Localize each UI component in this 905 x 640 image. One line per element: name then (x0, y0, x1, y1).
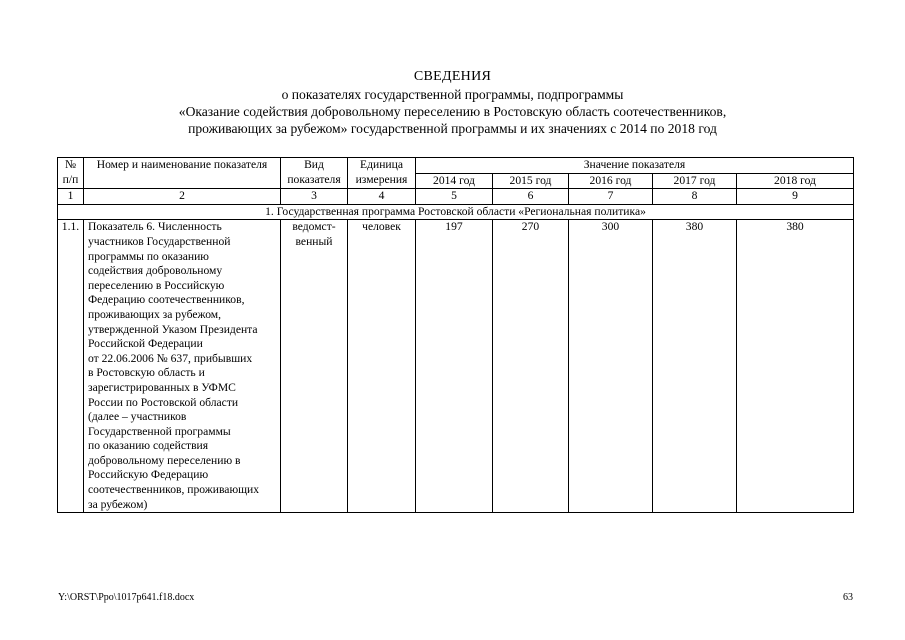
section-row (58, 204, 854, 220)
header-year-2016: 2016 год (569, 173, 653, 189)
row-num: 1.1. (58, 220, 84, 513)
table-row (58, 220, 854, 513)
row-name-line: зарегистрированных в УФМС (88, 380, 236, 394)
row-type-line: венный (295, 234, 333, 248)
col-number-4: 4 (348, 189, 416, 205)
header-row-1 (58, 158, 854, 174)
row-name-line: Федерацию соотечественников, (88, 293, 245, 307)
row-name-line: проживающих за рубежом, (88, 307, 222, 321)
row-name (84, 220, 281, 513)
page-number: 63 (843, 592, 853, 603)
row-value-2015: 270 (493, 220, 569, 513)
header-year-2015: 2015 год (493, 173, 569, 189)
row-name-line: (далее – участников (88, 410, 187, 424)
row-name-line: содействия добровольному (88, 264, 223, 278)
row-name-line: Государственной программы (88, 424, 231, 438)
header-year-2014: 2014 год (416, 173, 493, 189)
section-title: 1. Государственная программа Ростовской области «Региональная политика» (58, 204, 854, 220)
col-number-3: 3 (281, 189, 348, 205)
col-number-7: 7 (569, 189, 653, 205)
file-path: Y:\ORST\Ppo\1017p641.f18.docx (58, 592, 195, 603)
row-name-line: за рубежом) (88, 497, 148, 511)
title-line-1: о показателях государственной программы, подпрограммы (281, 87, 624, 102)
indicators-table (57, 157, 854, 513)
row-name-line: Российскую Федерацию (88, 468, 209, 482)
header-num: № п/п (58, 158, 84, 189)
row-name-line: программы по оказанию (88, 249, 209, 263)
header-name: Номер и наименование показателя (84, 158, 281, 189)
row-name-line: утвержденной Указом Президента (88, 322, 258, 336)
row-name-line: участников Государственной (88, 234, 231, 248)
row-name-line: соотечественников, проживающих (88, 483, 260, 497)
row-type-line: ведомст- (292, 220, 336, 234)
col-number-1: 1 (58, 189, 84, 205)
row-name-line: Российской Федерации (88, 337, 203, 351)
col-number-8: 8 (653, 189, 737, 205)
column-number-row (58, 189, 854, 205)
row-name-line: от 22.06.2006 № 637, прибывших (88, 351, 253, 365)
row-name-line: России по Ростовской области (88, 395, 239, 409)
header-value-group: Значение показателя (416, 158, 854, 174)
row-name-line: добровольному переселению в (88, 453, 241, 467)
title-line-3: проживающих за рубежом» государственной программы и их значениях с 2014 по 2018 год (188, 121, 717, 136)
col-number-5: 5 (416, 189, 493, 205)
title-line-2: «Оказание содействия добровольному переселению в Ростовскую область соотечественников, (178, 104, 727, 119)
row-value-2016: 300 (569, 220, 653, 513)
row-name-line: по оказанию содействия (88, 439, 209, 453)
header-year-2018: 2018 год (737, 173, 854, 189)
header-year-2017: 2017 год (653, 173, 737, 189)
row-unit: человек (348, 220, 416, 513)
row-value-2014: 197 (416, 220, 493, 513)
row-name-line: в Ростовскую область и (88, 366, 205, 380)
row-value-2018: 380 (737, 220, 854, 513)
row-name-line: переселению в Российскую (88, 278, 225, 292)
document-title (0, 68, 905, 137)
col-number-2: 2 (84, 189, 281, 205)
row-value-2017: 380 (653, 220, 737, 513)
col-number-6: 6 (493, 189, 569, 205)
row-type (281, 220, 348, 513)
col-number-9: 9 (737, 189, 854, 205)
header-type: Вид показателя (281, 158, 348, 189)
header-unit: Единица измерения (348, 158, 416, 189)
title-heading: СВЕДЕНИЯ (413, 69, 492, 84)
row-name-line: Показатель 6. Численность (88, 220, 222, 234)
